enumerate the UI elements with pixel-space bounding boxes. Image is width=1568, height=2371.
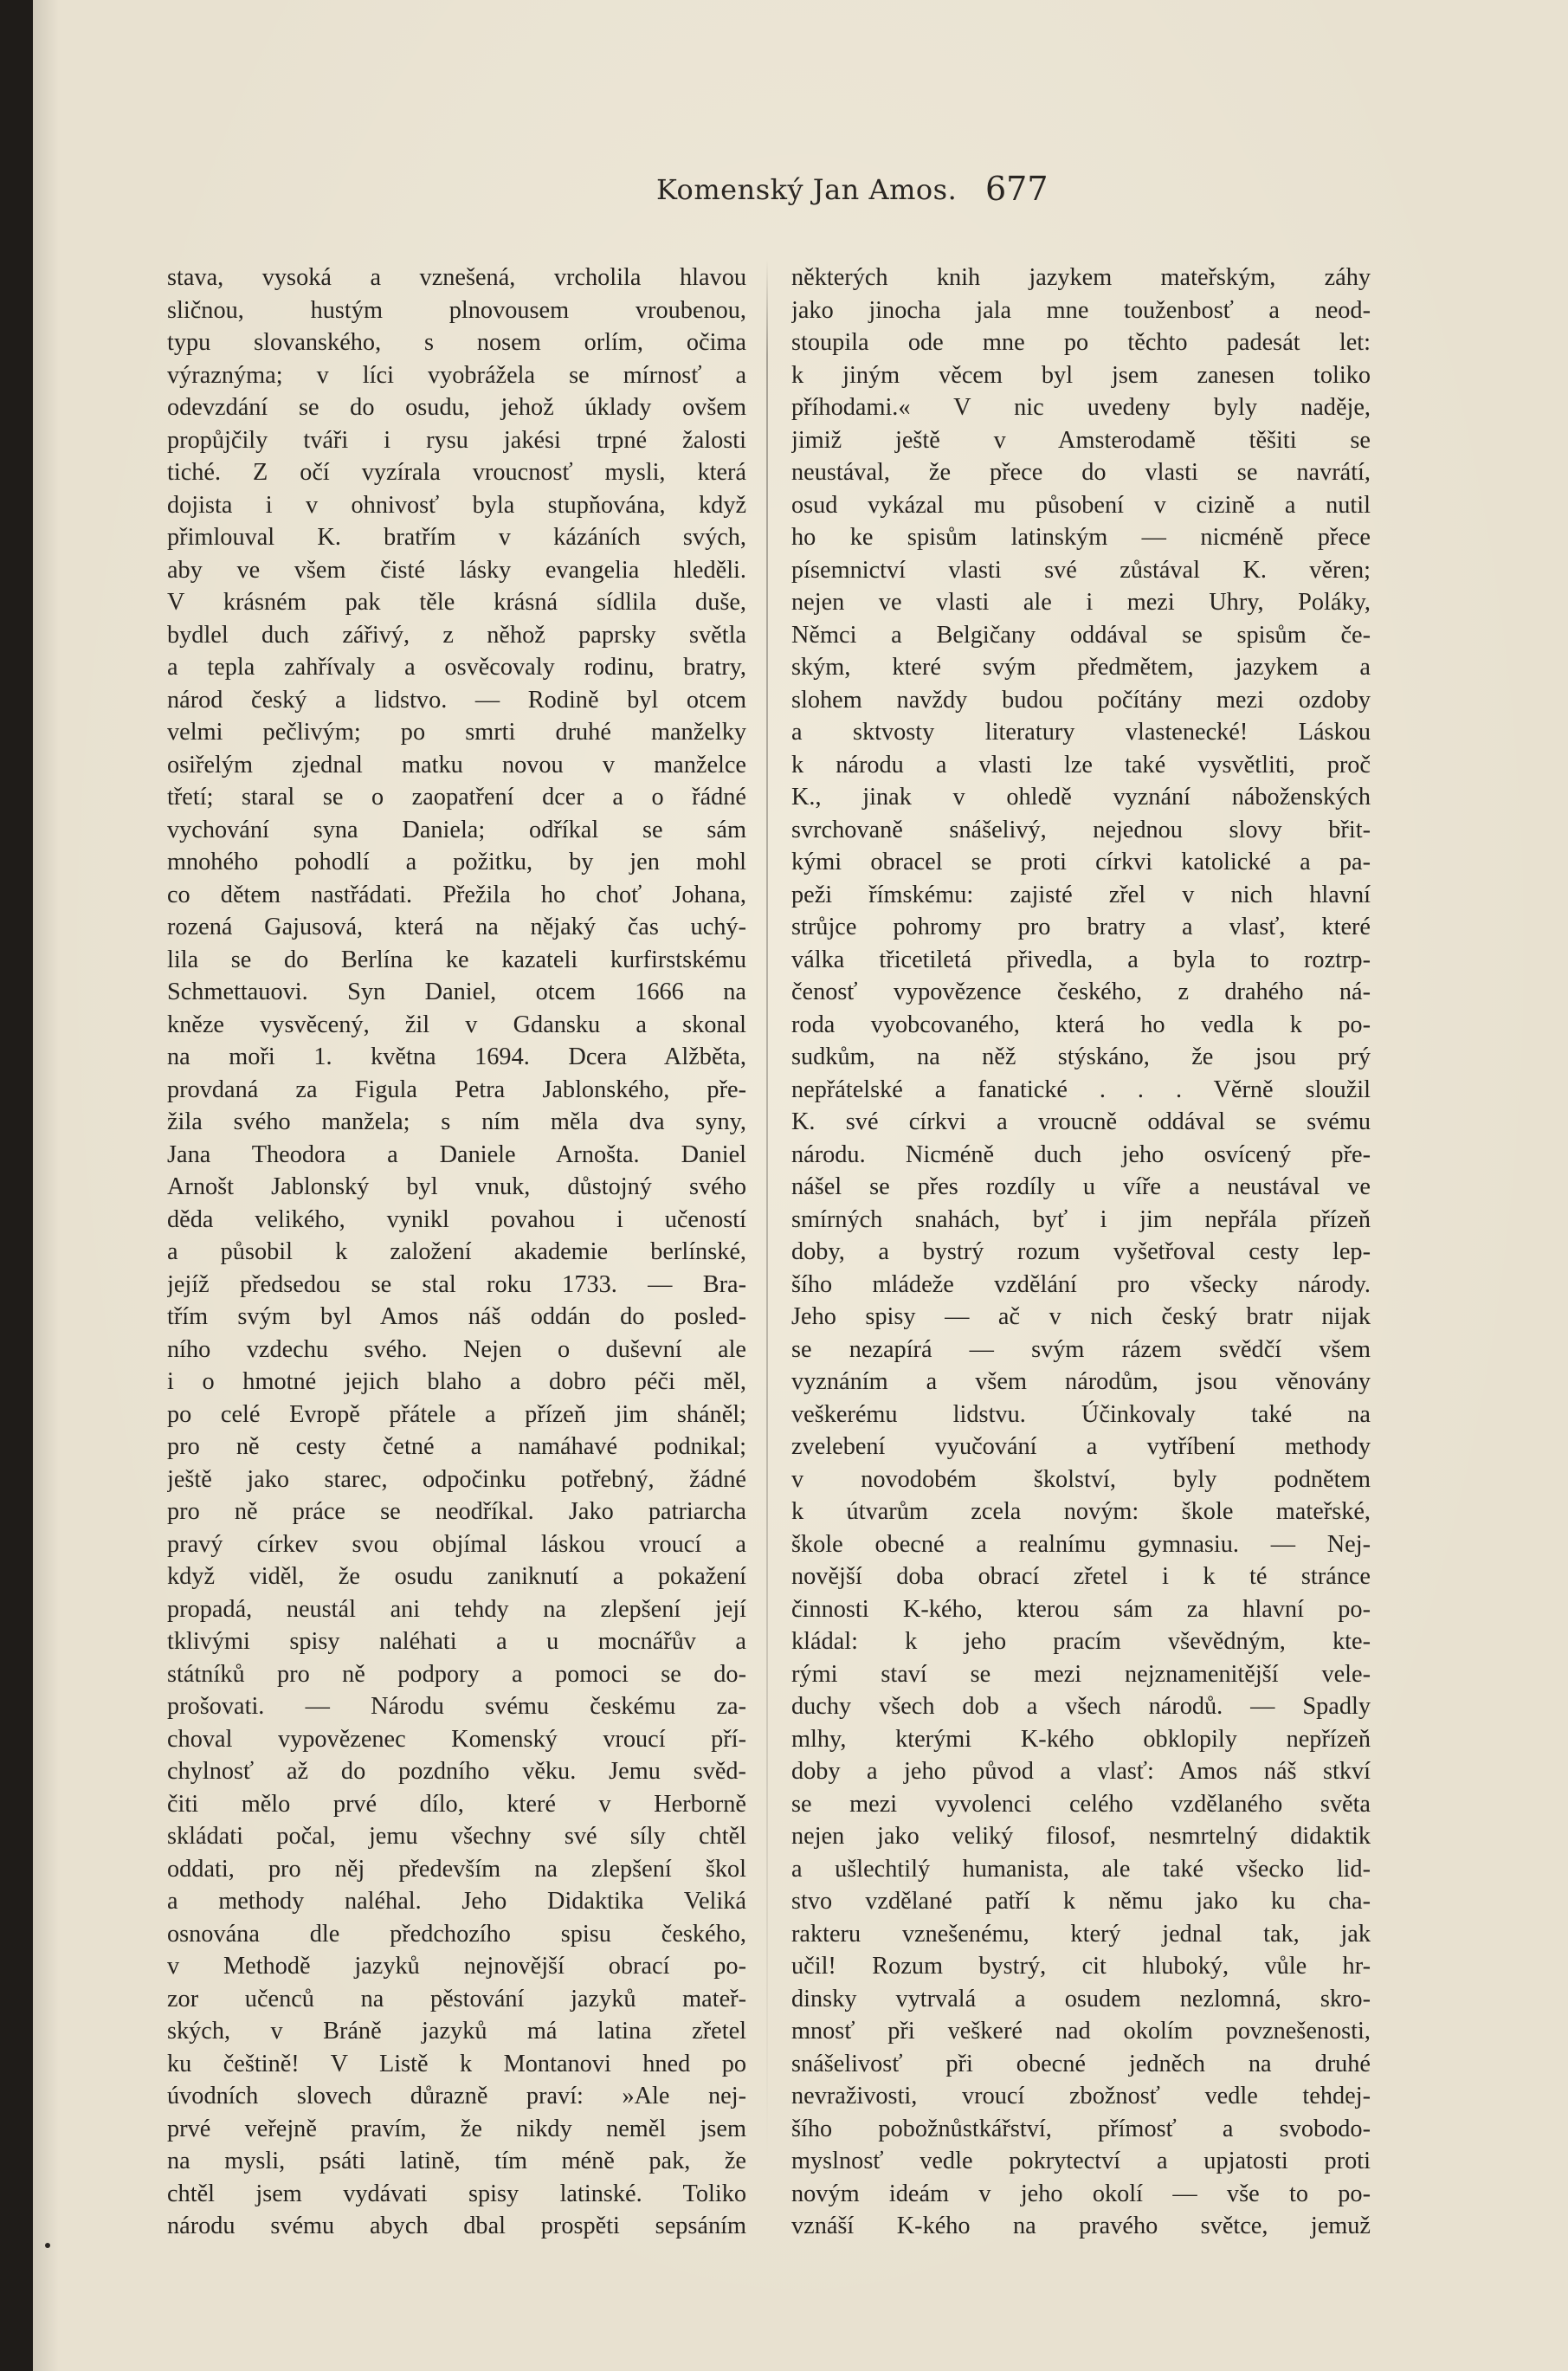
text-line: vznáší K-kého na pravého světce, jemuž bbox=[791, 2213, 1371, 2239]
text-line: k jiným věcem byl jsem zanesen toliko bbox=[791, 361, 1371, 389]
text-line: a sktvosty literatury vlastenecké! Láskou bbox=[791, 719, 1371, 746]
text-line: po celé Evropě přátele a přízeň jim sháněl; bbox=[167, 1400, 746, 1428]
text-line: prvé veřejně pravím, že nikdy neměl jsem bbox=[167, 2115, 746, 2142]
text-line: duchy všech dob a všech národů. — Spadly bbox=[791, 1693, 1371, 1720]
text-line: sudkům, na něž stýskáno, že jsou prý bbox=[791, 1043, 1371, 1070]
text-line: jako jinocha jala mne touženbosť a neod- bbox=[791, 296, 1371, 324]
text-line: jejíž předsedou se stal roku 1733. — Bra- bbox=[167, 1270, 746, 1298]
text-line: veškerému lidstvu. Účinkovaly také na bbox=[791, 1400, 1371, 1428]
text-line: rozená Gajusová, která na nějaký čas uchý- bbox=[167, 914, 746, 940]
text-line: typu slovanského, s nosem orlím, očima bbox=[167, 329, 746, 356]
text-line: k útvarům zcela novým: škole mateřské, bbox=[791, 1498, 1371, 1525]
print-speck bbox=[45, 2243, 50, 2248]
text-line: Schmettauovi. Syn Daniel, otcem 1666 na bbox=[167, 979, 746, 1005]
text-line: rými staví se mezi nejznamenitější vele- bbox=[791, 1660, 1371, 1688]
text-line: výraznýma; v líci vyobrážela se mírnosť a bbox=[167, 361, 746, 389]
text-line: národu. Nicméně duch jeho osvícený pře- bbox=[791, 1140, 1371, 1168]
text-line: oddati, pro něj především na zlepšení škol bbox=[167, 1855, 746, 1883]
text-line: propadá, neustál ani tehdy na zlepšení její bbox=[167, 1595, 746, 1623]
text-line: a ušlechtilý humanista, ale také všecko lid- bbox=[791, 1855, 1371, 1883]
text-line: státníků pro ně podpory a pomoci se do- bbox=[167, 1660, 746, 1688]
text-line: pravý církev svou objímal láskou vroucí a bbox=[167, 1530, 746, 1558]
text-line: tklivými spisy naléhati a u mocnářův a bbox=[167, 1628, 746, 1655]
page-number: 677 bbox=[985, 170, 1049, 208]
text-line: mnosť při veškeré nad okolím povznešenosti, bbox=[791, 2018, 1371, 2045]
text-line: škole obecné a realnímu gymnasiu. — Nej- bbox=[791, 1530, 1371, 1558]
text-line: svrchovaně snášelivý, nejednou slovy břit- bbox=[791, 816, 1371, 843]
text-line: doby a jeho původ a vlasť: Amos náš stkví bbox=[791, 1758, 1371, 1785]
text-line: slohem navždy budou počítány mezi ozdoby bbox=[791, 686, 1371, 714]
text-line: učil! Rozum bystrý, cit hluboký, vůle hr- bbox=[791, 1953, 1371, 1980]
text-line: kládal: k jeho pracím vševědným, kte- bbox=[791, 1628, 1371, 1655]
text-line: Arnošt Jablonský byl vnuk, důstojný svého bbox=[167, 1173, 746, 1200]
text-line: děda velikého, vynikl povahou i učeností bbox=[167, 1205, 746, 1233]
right-text-column bbox=[791, 262, 1371, 2243]
text-line: pro ně cesty četné a namáhavé podnikal; bbox=[167, 1433, 746, 1460]
text-line: šího mládeže vzdělání pro všecky národy. bbox=[791, 1270, 1371, 1298]
left-text-column bbox=[167, 262, 746, 2243]
text-line: choval vypovězenec Komenský vroucí pří- bbox=[167, 1725, 746, 1753]
text-line: a methody naléhal. Jeho Didaktika Veliká bbox=[167, 1888, 746, 1915]
text-line: i o hmotné jejich blaho a dobro péči měl, bbox=[167, 1368, 746, 1395]
text-line: se mezi vyvolenci celého vzdělaného světa bbox=[791, 1790, 1371, 1818]
text-line: snášelivosť při obecné jedněch na druhé bbox=[791, 2050, 1371, 2077]
text-line: chtěl jsem vydávati spisy latinské. Toliko bbox=[167, 2180, 746, 2207]
text-line: dojista i v ohnivosť byla stupňována, když bbox=[167, 491, 746, 519]
text-line: vychování syna Daniela; odříkal se sám bbox=[167, 816, 746, 843]
text-line: ských, v Bráně jazyků má latina zřetel bbox=[167, 2018, 746, 2045]
text-line: nepřátelské a fanatické . . . Věrně sloužil bbox=[791, 1076, 1371, 1103]
text-line: zvelebení vyučování a vytříbení methody bbox=[791, 1433, 1371, 1460]
text-line: úvodních slovech důrazně praví: »Ale nej- bbox=[167, 2083, 746, 2109]
text-line: pro ně práce se neodříkal. Jako patriarcha bbox=[167, 1498, 746, 1525]
text-line: novým ideám v jeho okolí — vše to po- bbox=[791, 2180, 1371, 2207]
text-line: co dětem nastřádati. Přežila ho choť Johana, bbox=[167, 881, 746, 908]
text-line: novější doba obrací zřetel i k té stránce bbox=[791, 1563, 1371, 1590]
text-line: válka třicetiletá přivedla, a byla to roztrp- bbox=[791, 946, 1371, 973]
text-line: smírných snahách, byť i jim nepřála přízeň bbox=[791, 1205, 1371, 1233]
text-line: třetí; staral se o zaopatření dcer a o řádné bbox=[167, 784, 746, 811]
text-line: mnohého pohodlí a požitku, by jen mohl bbox=[167, 849, 746, 875]
text-line: ního vzdechu svého. Nejen o duševní ale bbox=[167, 1335, 746, 1363]
text-line: odevzdání se do osudu, jehož úklady ovšem bbox=[167, 394, 746, 421]
text-line: provdaná za Figula Petra Jablonského, pře- bbox=[167, 1076, 746, 1103]
text-line: lila se do Berlína ke kazateli kurfirstskému bbox=[167, 946, 746, 973]
text-line: osud vykázal mu působení v cizině a nutil bbox=[791, 491, 1371, 519]
text-line: činnosti K-kého, kterou sám za hlavní po- bbox=[791, 1595, 1371, 1623]
text-line: K., jinak v ohledě vyznání náboženských bbox=[791, 784, 1371, 811]
text-line: neustával, že přece do vlasti se navrátí, bbox=[791, 459, 1371, 486]
text-line: kými obracel se proti církvi katolické a pa- bbox=[791, 849, 1371, 875]
text-line: čenosť vypovězence českého, z drahého ná- bbox=[791, 979, 1371, 1005]
text-line: V krásném pak těle krásná sídlila duše, bbox=[167, 589, 746, 616]
text-line: myslnosť vedle pokrytectví a upjatosti proti bbox=[791, 2148, 1371, 2174]
text-line: skládati počal, jemu všechny své síly chtěl bbox=[167, 1823, 746, 1850]
text-line: K. své církvi a vroucně oddával se svému bbox=[791, 1108, 1371, 1135]
text-line: k národu a vlasti lze také vysvětliti, proč bbox=[791, 751, 1371, 778]
text-line: bydlel duch zářivý, z něhož paprsky světla bbox=[167, 621, 746, 649]
column-divider bbox=[766, 260, 768, 2165]
running-head: Komenský Jan Amos. bbox=[656, 173, 958, 206]
text-line: ku češtině! V Listě k Montanovi hned po bbox=[167, 2050, 746, 2077]
text-line: velmi pečlivým; po smrti druhé manželky bbox=[167, 719, 746, 746]
text-line: nevraživosti, vroucí zbožnosť vedle tehdej- bbox=[791, 2083, 1371, 2109]
text-line: tiché. Z očí vyzírala vroucnosť mysli, která bbox=[167, 459, 746, 486]
text-line: stava, vysoká a vznešená, vrcholila hlavou bbox=[167, 264, 746, 291]
text-line: a tepla zahřívaly a osvěcovaly rodinu, bratry, bbox=[167, 654, 746, 681]
text-line: roda vyobcovaného, která ho vedla k po- bbox=[791, 1011, 1371, 1038]
text-line: národ český a lidstvo. — Rodině byl otcem bbox=[167, 686, 746, 714]
text-line: prošovati. — Národu svému českému za- bbox=[167, 1693, 746, 1720]
text-line: peži římskému: zajisté zřel v nich hlavní bbox=[791, 881, 1371, 908]
text-line: chylnosť až do pozdního věku. Jemu svěd- bbox=[167, 1758, 746, 1785]
text-line: osiřelým zjednal matku novou v manželce bbox=[167, 751, 746, 778]
text-line: strůjce pohromy pro bratry a vlasť, které bbox=[791, 914, 1371, 940]
text-line: ho ke spisům latinským — nicméně přece bbox=[791, 524, 1371, 551]
text-line: ještě jako starec, odpočinku potřebný, žádné bbox=[167, 1465, 746, 1493]
text-line: doby, a bystrý rozum vyšetřoval cesty lep- bbox=[791, 1238, 1371, 1265]
text-line: písemnictví vlasti své zůstával K. věren; bbox=[791, 556, 1371, 584]
text-line: přimlouval K. bratřím v kázáních svých, bbox=[167, 524, 746, 551]
text-line: se nezapírá — svým rázem svědčí všem bbox=[791, 1335, 1371, 1363]
text-line: osnována dle předchozího spisu českého, bbox=[167, 1920, 746, 1948]
text-line: když viděl, že osudu zaniknutí a pokažení bbox=[167, 1563, 746, 1590]
text-line: propůjčily tváři i rysu jakési trpné žalosti bbox=[167, 426, 746, 454]
text-line: nejen ve vlasti ale i mezi Uhry, Poláky, bbox=[791, 589, 1371, 616]
text-line: zor učenců na pěstování jazyků mateř- bbox=[167, 1985, 746, 2012]
text-line: kněze vysvěcený, žil v Gdansku a skonal bbox=[167, 1011, 746, 1038]
text-line: na moři 1. května 1694. Dcera Alžběta, bbox=[167, 1043, 746, 1070]
text-line: ským, které svým předmětem, jazykem a bbox=[791, 654, 1371, 681]
text-line: a působil k založení akademie berlínské, bbox=[167, 1238, 746, 1265]
text-line: na mysli, psáti latině, tím méně pak, že bbox=[167, 2148, 746, 2174]
text-line: čiti mělo prvé dílo, které v Herborně bbox=[167, 1790, 746, 1818]
text-line: nejen jako veliký filosof, nesmrtelný didaktik bbox=[791, 1823, 1371, 1850]
text-line: sličnou, hustým plnovousem vroubenou, bbox=[167, 296, 746, 324]
text-line: v novodobém školství, byly podnětem bbox=[791, 1465, 1371, 1493]
text-line: stoupila ode mne po těchto padesát let: bbox=[791, 329, 1371, 356]
text-line: šího pobožnůstkářství, přímosť a svobodo- bbox=[791, 2115, 1371, 2142]
book-page bbox=[33, 0, 1568, 2371]
text-line: Jeho spisy — ač v nich český bratr nijak bbox=[791, 1303, 1371, 1330]
text-line: dinsky vytrvalá a osudem nezlomná, skro- bbox=[791, 1985, 1371, 2012]
text-line: mlhy, kterými K-kého obklopily nepřízeň bbox=[791, 1725, 1371, 1753]
text-line: jimiž ještě v Amsterodamě těšiti se bbox=[791, 426, 1371, 454]
text-line: Němci a Belgičany oddával se spisům če- bbox=[791, 621, 1371, 649]
text-line: aby ve všem čisté lásky evangelia hleděli. bbox=[167, 556, 746, 584]
text-line: některých knih jazykem mateřským, záhy bbox=[791, 264, 1371, 291]
text-line: národu svému abych dbal prospěti sepsáním bbox=[167, 2213, 746, 2239]
text-line: stvo vzdělané patří k němu jako ku cha- bbox=[791, 1888, 1371, 1915]
text-line: žila svého manžela; s ním měla dva syny, bbox=[167, 1108, 746, 1135]
text-line: příhodami.« V nic uvedeny byly naděje, bbox=[791, 394, 1371, 421]
text-line: nášel se přes rozdíly u víře a neustával ve bbox=[791, 1173, 1371, 1200]
text-line: třím svým byl Amos náš oddán do posled- bbox=[167, 1303, 746, 1330]
text-line: vyznáním a všem národům, jsou věnovány bbox=[791, 1368, 1371, 1395]
text-line: rakteru vznešenému, který jednal tak, jak bbox=[791, 1920, 1371, 1948]
text-line: v Methodě jazyků nejnovější obrací po- bbox=[167, 1953, 746, 1980]
text-line: Jana Theodora a Daniele Arnošta. Daniel bbox=[167, 1140, 746, 1168]
